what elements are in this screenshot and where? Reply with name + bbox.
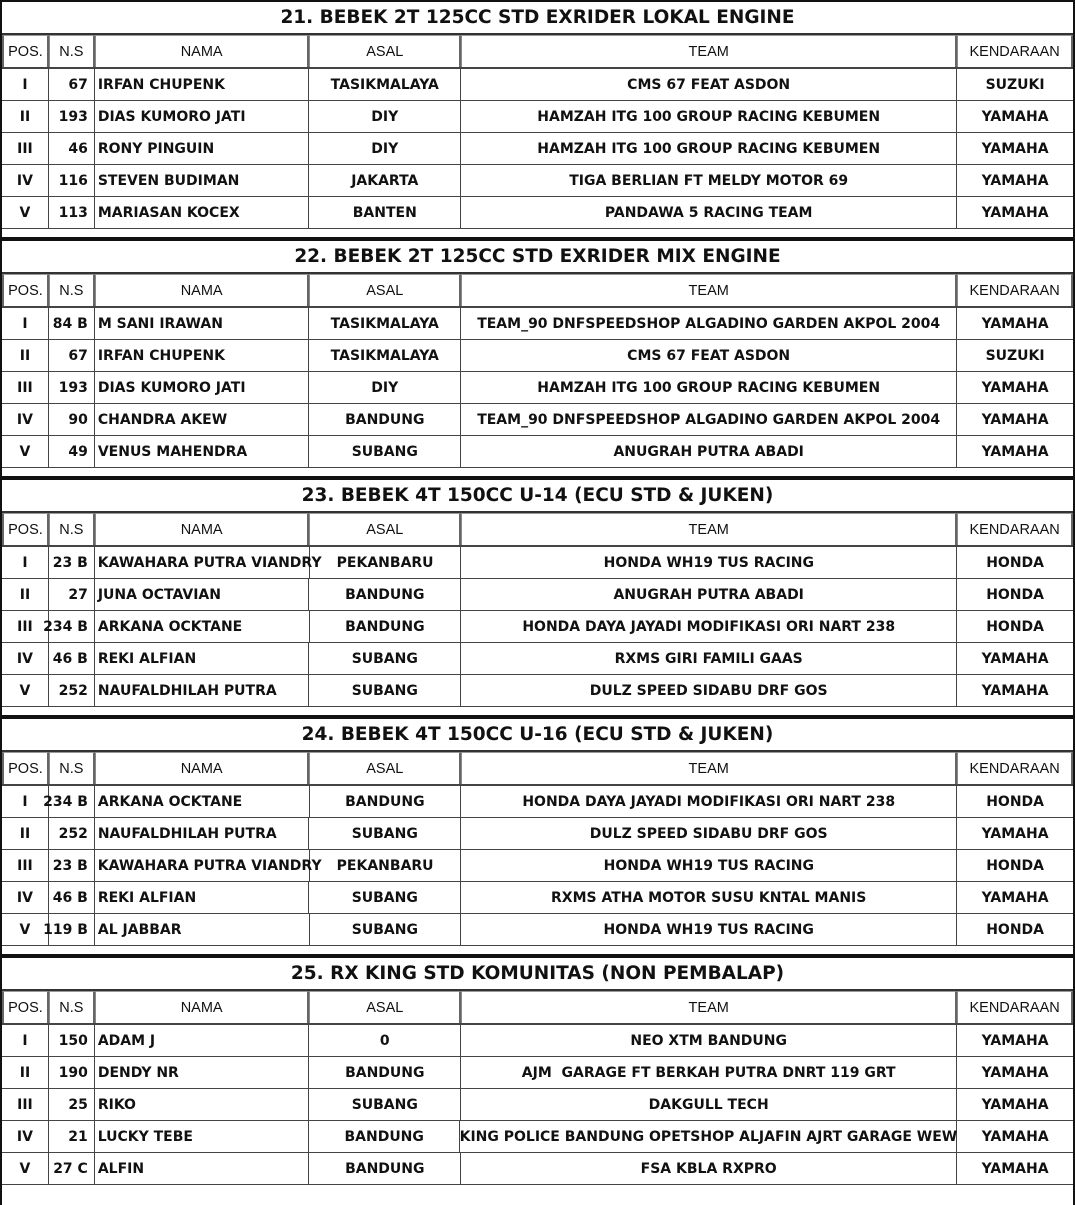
cell-nama: REKI ALFIAN — [95, 882, 310, 913]
cell-ns: 21 — [49, 1121, 95, 1152]
cell-team: CMS 67 FEAT ASDON — [461, 69, 957, 100]
table-row — [2, 818, 1073, 850]
cell-asal: 0 — [309, 1025, 461, 1056]
cell-team: FSA KBLA RXPRO — [461, 1153, 957, 1184]
cell-kendaraan: HONDA — [986, 586, 1044, 603]
cell-nama: JUNA OCTAVIAN — [95, 579, 310, 610]
cell-pos: IV — [2, 882, 49, 913]
cell-pos: III — [2, 372, 49, 403]
cell-asal: DIY — [309, 101, 461, 132]
cell-team: DULZ SPEED SIDABU DRF GOS — [461, 675, 957, 706]
cell-team: HONDA WH19 TUS RACING — [461, 547, 957, 578]
cell-kendaraan: YAMAHA — [981, 1160, 1049, 1177]
cell-ns: 190 — [49, 1057, 95, 1088]
cell-asal: SUBANG — [309, 643, 461, 674]
table-row — [2, 882, 1073, 914]
column-header-team: TEAM — [461, 513, 957, 545]
cell-pos: V — [2, 1153, 49, 1184]
cell-asal: SUBANG — [309, 436, 461, 467]
cell-nama: ARKANA OCKTANE — [95, 786, 310, 817]
cell-ns: 234 B — [49, 611, 95, 642]
cell-ns: 23 B — [49, 547, 95, 578]
race-class-title: 25. RX KING STD KOMUNITAS (NON PEMBALAP) — [2, 956, 1073, 991]
column-header-team: TEAM — [461, 991, 957, 1023]
cell-team: HAMZAH ITG 100 GROUP RACING KEBUMEN — [461, 133, 957, 164]
cell-ns: 116 — [49, 165, 95, 196]
cell-nama: IRFAN CHUPENK — [95, 340, 310, 371]
cell-pos: V — [2, 914, 49, 945]
cell-asal: BANDUNG — [310, 611, 462, 642]
cell-team: ANUGRAH PUTRA ABADI — [461, 436, 957, 467]
column-header-nama: NAMA — [95, 274, 310, 306]
cell-kendaraan: YAMAHA — [981, 315, 1049, 332]
column-header-pos: POS. — [2, 513, 49, 545]
column-header-team: TEAM — [461, 35, 957, 67]
column-header-team: TEAM — [461, 752, 957, 784]
cell-kendaraan: YAMAHA — [981, 204, 1049, 221]
table-row — [2, 436, 1073, 468]
cell-pos: V — [2, 436, 49, 467]
cell-team: TIGA BERLIAN FT MELDY MOTOR 69 — [461, 165, 957, 196]
cell-asal: SUBANG — [309, 675, 461, 706]
cell-kendaraan: YAMAHA — [981, 1032, 1049, 1049]
table-header-row — [2, 35, 1073, 69]
cell-ns: 27 — [49, 579, 95, 610]
cell-pos: IV — [2, 1121, 49, 1152]
section-divider — [2, 229, 1073, 239]
cell-asal: BANDUNG — [309, 1121, 460, 1152]
column-header-asal: ASAL — [309, 513, 461, 545]
cell-nama: AL JABBAR — [95, 914, 310, 945]
column-header-kendaraan: KENDARAAN — [957, 513, 1073, 545]
table-row — [2, 786, 1073, 818]
cell-pos: I — [2, 786, 49, 817]
cell-ns: 252 — [49, 675, 95, 706]
cell-asal: DIY — [309, 133, 461, 164]
cell-asal: BANTEN — [309, 197, 461, 228]
cell-kendaraan: YAMAHA — [981, 650, 1049, 667]
cell-kendaraan: HONDA — [986, 793, 1045, 810]
race-class-section — [0, 717, 1075, 956]
cell-team: ANUGRAH PUTRA ABADI — [461, 579, 957, 610]
cell-nama: DIAS KUMORO JATI — [95, 101, 310, 132]
cell-nama: M SANI IRAWAN — [95, 308, 310, 339]
cell-asal: SUBANG — [309, 818, 461, 849]
cell-ns: 27 C — [49, 1153, 95, 1184]
cell-kendaraan: SUZUKI — [985, 347, 1045, 364]
column-header-kendaraan: KENDARAAN — [957, 991, 1073, 1023]
cell-asal: SUBANG — [309, 1089, 461, 1120]
cell-team: TEAM_90 DNFSPEEDSHOP ALGADINO GARDEN AKPOL 2004 — [461, 308, 957, 339]
cell-kendaraan: YAMAHA — [981, 140, 1049, 157]
cell-nama: STEVEN BUDIMAN — [95, 165, 310, 196]
cell-nama: ALFIN — [95, 1153, 310, 1184]
cell-asal: PEKANBARU — [310, 850, 462, 881]
column-header-team: TEAM — [461, 274, 957, 306]
column-header-asal: ASAL — [309, 752, 461, 784]
section-divider — [2, 946, 1073, 956]
cell-pos: II — [2, 1057, 49, 1088]
cell-team: RXMS ATHA MOTOR SUSU KNTAL MANIS — [461, 882, 957, 913]
cell-pos: I — [2, 547, 49, 578]
table-row — [2, 308, 1073, 340]
cell-team: HONDA WH19 TUS RACING — [461, 850, 957, 881]
cell-team: RXMS GIRI FAMILI GAAS — [461, 643, 957, 674]
cell-team: TEAM_90 DNFSPEEDSHOP ALGADINO GARDEN AKPOL 2004 — [461, 404, 957, 435]
cell-pos: II — [2, 579, 49, 610]
cell-pos: II — [2, 101, 49, 132]
cell-pos: I — [2, 1025, 49, 1056]
table-row — [2, 579, 1073, 611]
cell-kendaraan: YAMAHA — [981, 889, 1049, 906]
cell-ns: 46 B — [49, 882, 95, 913]
cell-pos: I — [2, 308, 49, 339]
race-class-section — [0, 239, 1075, 478]
cell-team: NEO XTM BANDUNG — [461, 1025, 957, 1056]
cell-pos: II — [2, 818, 49, 849]
cell-asal: PEKANBARU — [310, 547, 462, 578]
cell-ns: 49 — [49, 436, 95, 467]
table-row — [2, 1153, 1073, 1185]
cell-team: AJM GARAGE FT BERKAH PUTRA DNRT 119 GRT — [461, 1057, 957, 1088]
cell-kendaraan: YAMAHA — [981, 1128, 1049, 1145]
table-row — [2, 101, 1073, 133]
cell-nama: NAUFALDHILAH PUTRA — [95, 818, 310, 849]
cell-asal: BANDUNG — [310, 786, 462, 817]
cell-nama: REKI ALFIAN — [95, 643, 310, 674]
race-class-section — [0, 478, 1075, 717]
cell-asal: TASIKMALAYA — [309, 308, 461, 339]
cell-team: HONDA DAYA JAYADI MODIFIKASI ORI NART 238 — [461, 786, 957, 817]
column-header-ns: N.S — [49, 513, 95, 545]
cell-ns: 150 — [49, 1025, 95, 1056]
cell-kendaraan: SUZUKI — [985, 76, 1045, 93]
column-header-kendaraan: KENDARAAN — [957, 35, 1073, 67]
table-row — [2, 547, 1073, 579]
race-class-section — [0, 956, 1075, 1205]
race-class-title: 23. BEBEK 4T 150CC U-14 (ECU STD & JUKEN) — [2, 478, 1073, 513]
cell-nama: RIKO — [95, 1089, 310, 1120]
table-row — [2, 69, 1073, 101]
table-row — [2, 1025, 1073, 1057]
cell-pos: III — [2, 133, 49, 164]
cell-kendaraan: HONDA — [986, 857, 1045, 874]
table-row — [2, 1057, 1073, 1089]
cell-kendaraan: YAMAHA — [981, 1096, 1049, 1113]
table-row — [2, 197, 1073, 229]
cell-kendaraan: YAMAHA — [981, 443, 1049, 460]
table-row — [2, 1121, 1073, 1153]
cell-ns: 23 B — [49, 850, 95, 881]
section-divider — [2, 468, 1073, 478]
cell-team: HAMZAH ITG 100 GROUP RACING KEBUMEN — [461, 372, 957, 403]
table-row — [2, 850, 1073, 882]
cell-team: CMS 67 FEAT ASDON — [461, 340, 957, 371]
cell-nama: ADAM J — [95, 1025, 310, 1056]
cell-pos: IV — [2, 165, 49, 196]
column-header-kendaraan: KENDARAAN — [957, 274, 1073, 306]
cell-team: KING POLICE BANDUNG OPETSHOP ALJAFIN AJRT GARAGE WEW — [460, 1121, 957, 1152]
cell-nama: MARIASAN KOCEX — [95, 197, 310, 228]
table-header-row — [2, 752, 1073, 786]
cell-ns: 67 — [49, 69, 95, 100]
table-row — [2, 404, 1073, 436]
column-header-asal: ASAL — [309, 991, 461, 1023]
race-class-title: 21. BEBEK 2T 125CC STD EXRIDER LOKAL ENGINE — [2, 0, 1073, 35]
cell-kendaraan: HONDA — [986, 554, 1045, 571]
column-header-ns: N.S — [49, 274, 95, 306]
cell-ns: 252 — [49, 818, 95, 849]
cell-pos: V — [2, 675, 49, 706]
column-header-asal: ASAL — [309, 274, 461, 306]
cell-kendaraan: HONDA — [986, 618, 1045, 635]
column-header-nama: NAMA — [95, 752, 310, 784]
table-row — [2, 675, 1073, 707]
cell-asal: SUBANG — [309, 882, 461, 913]
table-row — [2, 611, 1073, 643]
cell-asal: TASIKMALAYA — [309, 69, 461, 100]
cell-pos: I — [2, 69, 49, 100]
table-header-row — [2, 991, 1073, 1025]
column-header-pos: POS. — [2, 752, 49, 784]
table-row — [2, 1089, 1073, 1121]
cell-asal: BANDUNG — [309, 1057, 461, 1088]
table-body — [2, 786, 1073, 946]
cell-team: PANDAWA 5 RACING TEAM — [461, 197, 957, 228]
cell-team: HAMZAH ITG 100 GROUP RACING KEBUMEN — [461, 101, 957, 132]
cell-nama: DENDY NR — [95, 1057, 310, 1088]
cell-pos: III — [2, 1089, 49, 1120]
race-class-title: 24. BEBEK 4T 150CC U-16 (ECU STD & JUKEN) — [2, 717, 1073, 752]
table-row — [2, 372, 1073, 404]
cell-asal: BANDUNG — [309, 1153, 461, 1184]
cell-asal: BANDUNG — [309, 404, 461, 435]
race-class-title: 22. BEBEK 2T 125CC STD EXRIDER MIX ENGINE — [2, 239, 1073, 274]
table-row — [2, 340, 1073, 372]
cell-nama: NAUFALDHILAH PUTRA — [95, 675, 310, 706]
cell-pos: IV — [2, 404, 49, 435]
cell-ns: 90 — [49, 404, 95, 435]
cell-kendaraan: YAMAHA — [981, 411, 1049, 428]
cell-nama: CHANDRA AKEW — [95, 404, 310, 435]
cell-asal: DIY — [309, 372, 461, 403]
cell-kendaraan: HONDA — [986, 921, 1045, 938]
cell-kendaraan: YAMAHA — [981, 825, 1049, 842]
cell-team: DULZ SPEED SIDABU DRF GOS — [461, 818, 957, 849]
cell-ns: 46 B — [49, 643, 95, 674]
cell-ns: 46 — [49, 133, 95, 164]
cell-team: DAKGULL TECH — [461, 1089, 957, 1120]
column-header-nama: NAMA — [95, 35, 310, 67]
table-body — [2, 547, 1073, 707]
cell-nama: DIAS KUMORO JATI — [95, 372, 310, 403]
cell-kendaraan: YAMAHA — [981, 108, 1049, 125]
cell-kendaraan: YAMAHA — [981, 1064, 1049, 1081]
table-row — [2, 165, 1073, 197]
cell-nama: KAWAHARA PUTRA VIANDRY — [95, 547, 310, 578]
cell-asal: BANDUNG — [309, 579, 461, 610]
column-header-asal: ASAL — [309, 35, 461, 67]
cell-ns: 113 — [49, 197, 95, 228]
table-row — [2, 643, 1073, 675]
column-header-nama: NAMA — [95, 513, 310, 545]
cell-kendaraan: YAMAHA — [981, 682, 1049, 699]
column-header-pos: POS. — [2, 991, 49, 1023]
table-header-row — [2, 274, 1073, 308]
cell-pos: V — [2, 197, 49, 228]
column-header-kendaraan: KENDARAAN — [957, 752, 1073, 784]
cell-nama: RONY PINGUIN — [95, 133, 310, 164]
cell-ns: 193 — [49, 101, 95, 132]
column-header-pos: POS. — [2, 274, 49, 306]
cell-kendaraan: YAMAHA — [981, 172, 1049, 189]
table-body — [2, 1025, 1073, 1185]
cell-ns: 119 B — [49, 914, 95, 945]
section-divider — [2, 1185, 1073, 1205]
cell-nama: VENUS MAHENDRA — [95, 436, 310, 467]
column-header-ns: N.S — [49, 35, 95, 67]
cell-nama: IRFAN CHUPENK — [95, 69, 310, 100]
table-row — [2, 914, 1073, 946]
cell-pos: III — [2, 611, 49, 642]
cell-asal: SUBANG — [310, 914, 462, 945]
table-body — [2, 69, 1073, 229]
cell-asal: TASIKMALAYA — [309, 340, 461, 371]
cell-team: HONDA WH19 TUS RACING — [461, 914, 957, 945]
cell-ns: 25 — [49, 1089, 95, 1120]
cell-pos: III — [2, 850, 49, 881]
cell-kendaraan: YAMAHA — [981, 379, 1049, 396]
table-row — [2, 133, 1073, 165]
cell-nama: KAWAHARA PUTRA VIANDRY — [95, 850, 310, 881]
cell-asal: JAKARTA — [309, 165, 461, 196]
table-body — [2, 308, 1073, 468]
cell-pos: II — [2, 340, 49, 371]
cell-ns: 84 B — [49, 308, 95, 339]
cell-nama: ARKANA OCKTANE — [95, 611, 310, 642]
cell-ns: 234 B — [49, 786, 95, 817]
column-header-nama: NAMA — [95, 991, 310, 1023]
cell-nama: LUCKY TEBE — [95, 1121, 309, 1152]
cell-pos: IV — [2, 643, 49, 674]
column-header-pos: POS. — [2, 35, 49, 67]
column-header-ns: N.S — [49, 752, 95, 784]
cell-team: HONDA DAYA JAYADI MODIFIKASI ORI NART 238 — [461, 611, 957, 642]
column-header-ns: N.S — [49, 991, 95, 1023]
section-divider — [2, 707, 1073, 717]
race-class-section — [0, 0, 1075, 239]
cell-ns: 67 — [49, 340, 95, 371]
table-header-row — [2, 513, 1073, 547]
cell-ns: 193 — [49, 372, 95, 403]
